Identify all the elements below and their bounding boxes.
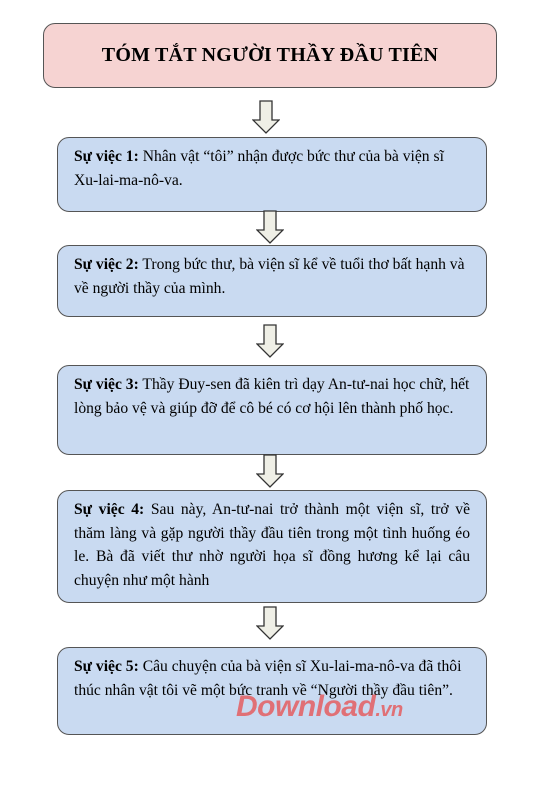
down-arrow-icon xyxy=(256,606,284,640)
watermark-logo xyxy=(236,690,403,724)
step-label: Sự việc 1: xyxy=(74,148,139,165)
step-text: Thầy Đuy-sen đã kiên trì dạy An-tư-nai học chữ, hết lòng bảo vệ và giúp đỡ để cô bé có cơ hội lên thành phố học. xyxy=(74,376,470,417)
down-arrow-icon xyxy=(256,324,284,358)
step-label: Sự việc 2: xyxy=(74,256,139,273)
step-label: Sự việc 3: xyxy=(74,376,139,393)
step-text: Nhân vật “tôi” nhận được bức thư của bà viện sĩ Xu-lai-ma-nô-va. xyxy=(74,148,444,189)
watermark-tld: .vn xyxy=(375,699,403,721)
step-text: Sau này, An-tư-nai trở thành một viện sĩ, trở về thăm làng và gặp người thầy đầu tiên trong một tình huống éo le. Bà đã viết thư nhờ người họa sĩ đồng hương kể lại câu chuyện như một hành xyxy=(74,501,470,589)
step-label: Sự việc 4: xyxy=(74,501,145,518)
step-box-2 xyxy=(57,245,487,317)
step-box-4 xyxy=(57,490,487,603)
title-box xyxy=(43,23,497,88)
diagram-title: TÓM TẮT NGƯỜI THẦY ĐẦU TIÊN xyxy=(101,44,439,66)
step-box-3 xyxy=(57,365,487,455)
watermark-brand: Download xyxy=(236,690,376,723)
down-arrow-icon xyxy=(256,210,284,244)
step-box-1 xyxy=(57,137,487,212)
step-label: Sự việc 5: xyxy=(74,658,139,675)
step-text: Câu chuyện của bà viện sĩ Xu-lai-ma-nô-va đã thôi thúc nhân vật tôi vẽ một bức tranh về “Người thầy đầu tiên”. xyxy=(74,658,462,699)
down-arrow-icon xyxy=(252,100,280,134)
down-arrow-icon xyxy=(256,454,284,488)
step-text: Trong bức thư, bà viện sĩ kể về tuổi thơ bất hạnh và về người thầy của mình. xyxy=(74,256,465,297)
